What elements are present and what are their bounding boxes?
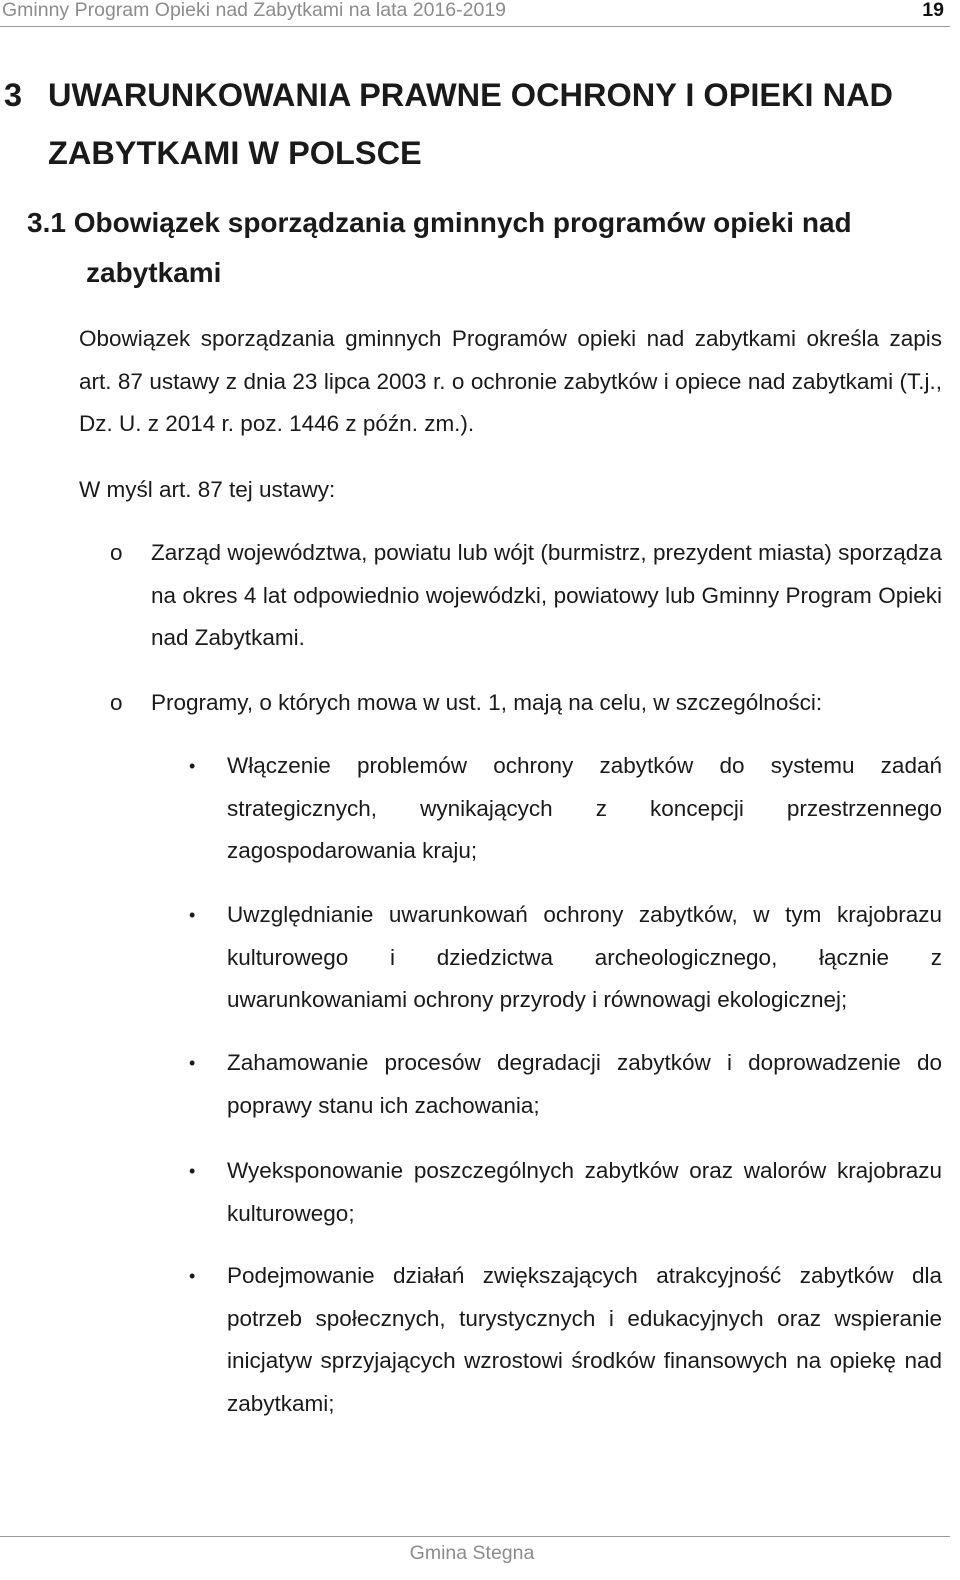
list-item-text: Programy, o których mowa w ust. 1, mają na celu, w szczególności: xyxy=(151,690,823,715)
bullet-icon: • xyxy=(189,756,196,776)
intro-paragraph: Obowiązek sporządzania gminnych Programów opieki nad zabytkami określa zapis art. 87 ustawy z dnia 23 lipca 2003 r. o ochronie zabytków i opiece nad zabytkami (T.j., Dz. U. z 2014 r. poz. 1446 z późn. zm.). xyxy=(79,326,942,436)
bullet-item xyxy=(186,894,942,1022)
page-header xyxy=(0,0,950,27)
bullet-text: Uwzględnianie uwarunkowań ochrony zabytków, w tym krajobrazu kulturowego i dziedzictwa archeologicznego, łącznie z uwarunkowaniami ochrony przyrody i równowagi ekologicznej; xyxy=(227,902,942,1012)
bullet-text: Podejmowanie działań zwiększających atrakcyjność zabytków dla potrzeb społecznych, turystycznych i edukacyjnych oraz wspieranie inicjatyw sprzyjających wzrostowi środków finansowych na opiekę nad zabytkami; xyxy=(227,1263,942,1416)
bullet-icon: • xyxy=(189,905,196,925)
footer-divider xyxy=(0,1536,950,1537)
chapter-number: 3 xyxy=(4,77,23,113)
chapter-heading xyxy=(4,66,950,182)
bullet-item xyxy=(186,1255,942,1425)
list-item xyxy=(110,682,942,725)
section-title-line2: zabytkami xyxy=(86,257,222,288)
header-title: Gminny Program Opieki nad Zabytkami na lata 2016-2019 xyxy=(2,0,507,21)
list-marker: o xyxy=(110,690,123,715)
bullet-text: Wyeksponowanie poszczególnych zabytków oraz walorów krajobrazu kulturowego; xyxy=(227,1158,942,1226)
section-title-line1: Obowiązek sporządzania gminnych programów opieki nad xyxy=(73,207,852,238)
list-marker: o xyxy=(110,540,123,565)
bullet-icon: • xyxy=(189,1161,196,1181)
bullet-item xyxy=(186,745,942,873)
bullet-item xyxy=(186,1150,942,1235)
list-item-text: Zarząd województwa, powiatu lub wójt (burmistrz, prezydent miasta) sporządza na okres 4 lat odpowiednio wojewódzki, powiatowy lub Gminny Program Opieki nad Zabytkami. xyxy=(151,540,942,650)
list-item xyxy=(110,532,942,660)
bullet-text: Włączenie problemów ochrony zabytków do systemu zadań strategicznych, wynikających z koncepcji przestrzennego zagospodarowania kraju; xyxy=(227,753,942,863)
bullet-text: Zahamowanie procesów degradacji zabytków i doprowadzenie do poprawy stanu ich zachowania; xyxy=(227,1050,942,1118)
page-footer: Gmina Stegna xyxy=(409,1542,535,1564)
chapter-title-line1: UWARUNKOWANIA PRAWNE OCHRONY I OPIEKI NAD xyxy=(48,77,894,113)
bullet-icon: • xyxy=(189,1266,196,1286)
bullet-icon: • xyxy=(189,1053,196,1073)
section-heading xyxy=(27,198,943,298)
section-number: 3.1 xyxy=(27,207,66,238)
chapter-title-line2: ZABYTKAMI W POLSCE xyxy=(48,135,422,171)
page-number: 19 xyxy=(922,0,944,21)
bullet-item xyxy=(186,1042,942,1127)
lead-in-paragraph: W myśl art. 87 tej ustawy: xyxy=(79,477,336,502)
